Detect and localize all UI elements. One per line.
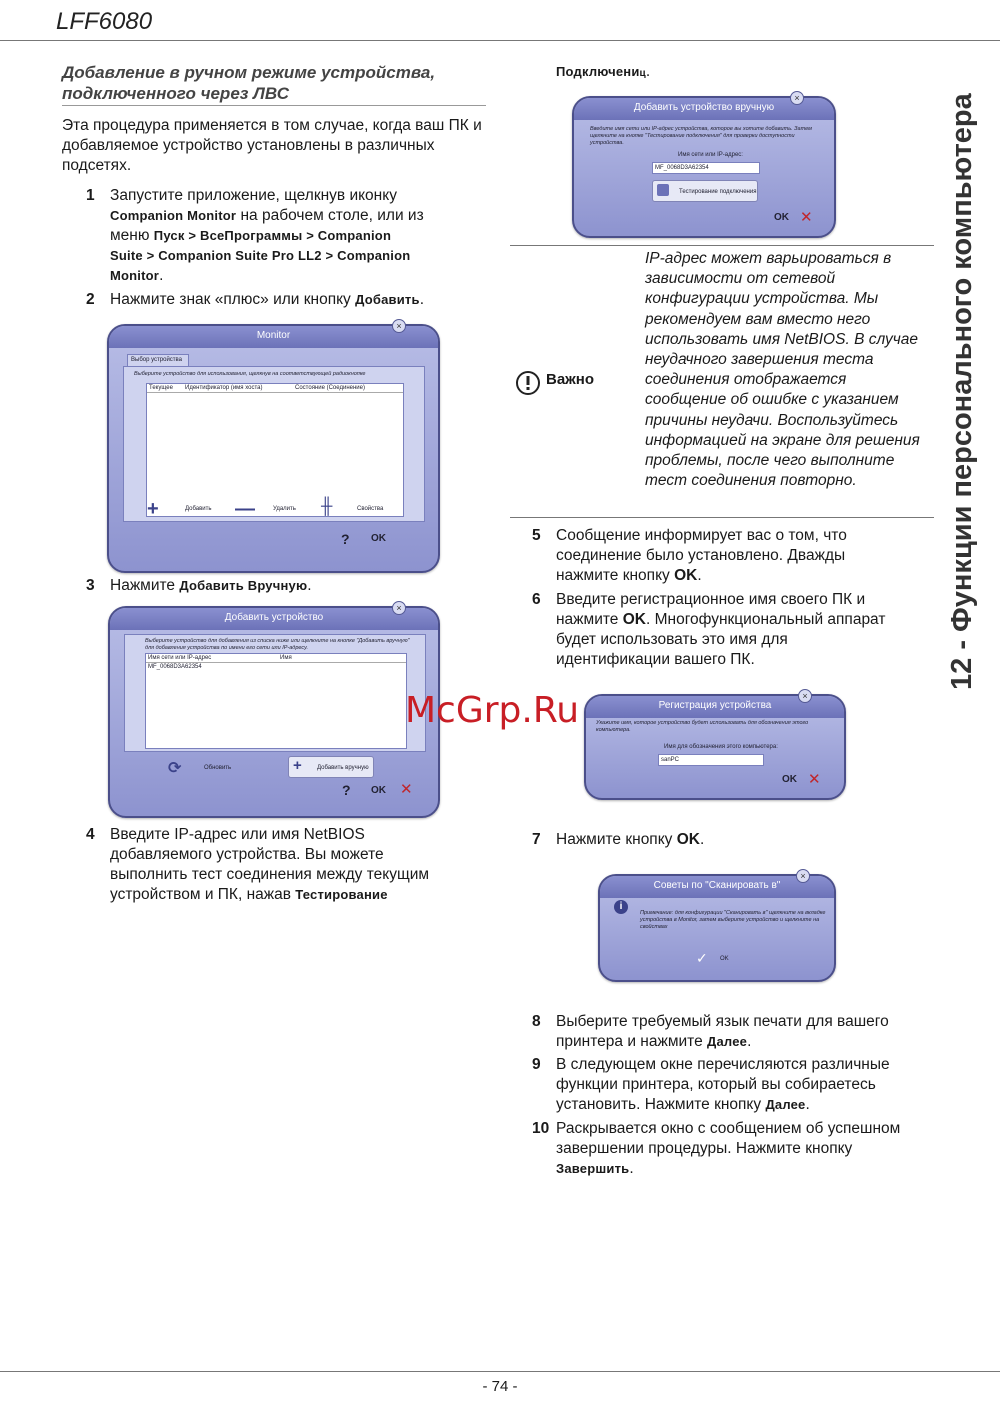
step-text: завершении процедуры. Нажмите кнопку: [556, 1140, 853, 1157]
step-keyword: Добавить Вручную: [179, 578, 308, 593]
step-text: .: [699, 831, 705, 848]
close-icon[interactable]: ×: [790, 91, 804, 105]
step-text: .: [629, 1160, 634, 1177]
step-text: выполнить тест соединения между текущим: [110, 866, 430, 883]
step-text: меню: [110, 227, 150, 244]
step-text: будет использовать это имя для: [556, 631, 788, 648]
step-4-continuation: [556, 62, 756, 82]
button-label: Тестирование подключения: [679, 189, 757, 195]
ok-button[interactable]: OK: [774, 212, 789, 223]
step-keyword: OK: [622, 611, 646, 628]
step-keyword: Далее: [707, 1034, 748, 1049]
step-text: соединение было установлено. Дважды: [556, 547, 846, 564]
step-text: добавляемого устройства. Вы можете: [110, 846, 384, 863]
ip-address-input[interactable]: [652, 162, 760, 174]
step-text: .: [645, 63, 651, 80]
step-number: 2: [86, 291, 95, 308]
step-keyword: Подключени: [556, 64, 640, 79]
plus-icon[interactable]: +: [147, 498, 159, 520]
step-keyword: OK: [674, 567, 698, 584]
step-3: [86, 576, 486, 596]
step-text: Сообщение информирует вас о том, что: [556, 527, 847, 544]
field-label: Имя сети или IP-адрес:: [678, 152, 743, 158]
step-number: 10: [532, 1120, 550, 1137]
tab-device-select[interactable]: [127, 354, 189, 366]
refresh-button-label[interactable]: Обновить: [204, 765, 232, 771]
step-text: В следующем окне перечисляются различные: [556, 1056, 890, 1073]
cancel-icon[interactable]: ✕: [800, 209, 813, 226]
page-number: - 74 -: [482, 1378, 518, 1395]
properties-button-label[interactable]: Свойства: [357, 506, 384, 512]
step-text: Нажмите знак «плюс» или кнопку: [110, 291, 351, 308]
help-icon[interactable]: ?: [342, 782, 351, 798]
minus-icon[interactable]: —: [235, 498, 255, 520]
step-number: 3: [86, 577, 95, 594]
close-icon[interactable]: ×: [392, 601, 406, 615]
step-4: [86, 825, 486, 905]
close-icon[interactable]: ×: [392, 319, 406, 333]
section-title: Добавление в ручном режиме устройства, подключенного через ЛВС: [62, 63, 436, 103]
step-number: 7: [532, 831, 541, 848]
check-icon: ✓: [696, 950, 708, 966]
step-text: Нажмите: [110, 577, 176, 594]
step-6: [532, 590, 932, 670]
properties-icon[interactable]: ╫: [321, 498, 333, 515]
dialog-message: Примечание: для конфигурации "Сканировать в" щелкните на вкладке устройства в Monitor, затем выберите устройство и щелкните на свойствах: [640, 910, 826, 930]
dialog-hint: Выберите устройство для использования, щелкнув на соответствующей радиокнопке: [134, 371, 366, 377]
note-divider-top: [510, 245, 934, 246]
step-text: идентификации вашего ПК.: [556, 651, 755, 668]
test-connection-button[interactable]: [652, 180, 758, 202]
monitor-dialog-screenshot: [107, 321, 440, 573]
input-value: MF_0068D3A62354: [655, 165, 709, 171]
watermark: McGrp.Ru: [405, 690, 580, 731]
remove-button-label[interactable]: Удалить: [273, 506, 296, 512]
scan-tips-dialog-screenshot: [598, 871, 836, 982]
info-icon: i: [614, 900, 628, 914]
step-text: Выберите требуемый язык печати для вашего: [556, 1013, 889, 1030]
dialog-title: Monitor: [256, 330, 291, 341]
step-keyword: Добавить: [355, 292, 420, 307]
step-text: на рабочем столе, или из: [240, 207, 424, 224]
cancel-icon[interactable]: ✕: [808, 771, 821, 788]
field-label: Имя для обозначения этого компьютера:: [664, 744, 778, 750]
step-keyword: Далее: [765, 1097, 806, 1112]
column-header: Имя сети или IP-адрес: [148, 655, 212, 661]
step-text: нажмите кнопку: [556, 567, 670, 584]
refresh-icon[interactable]: ⟳: [168, 760, 182, 777]
step-text: устройством и ПК, нажав: [110, 886, 291, 903]
ok-button[interactable]: OK: [720, 956, 729, 962]
step-text: принтера и нажмите: [556, 1033, 703, 1050]
dialog-title: Регистрация устройства: [658, 700, 772, 711]
column-header: Имя: [280, 655, 292, 661]
register-dialog-screenshot: [584, 691, 846, 800]
step-text: установить. Нажмите кнопку: [556, 1096, 762, 1113]
step-10: [532, 1119, 932, 1179]
dialog-hint: Введите имя сети или IP-адрес устройства, которое вы хотите добавить. Затем щелкните на кнопке "Тестирование подключения" для проверки доступности устройства.: [590, 126, 812, 146]
note-divider-bottom: [510, 517, 934, 518]
column-header: Идентификатор (имя хоста): [185, 385, 263, 391]
section-divider: [62, 105, 486, 106]
add-manual-dialog-screenshot: [572, 93, 836, 238]
step-text: .: [697, 567, 702, 584]
step-text: функции принтера, который вы собираетесь: [556, 1076, 876, 1093]
step-keyword: ц: [639, 68, 646, 79]
help-icon[interactable]: ?: [341, 531, 350, 547]
step-1: [86, 186, 486, 286]
step-number: 5: [532, 527, 541, 544]
tab-panel: [123, 366, 425, 522]
step-7: [532, 830, 932, 850]
step-number: 8: [532, 1013, 541, 1030]
tab-label: Выбор устройства: [131, 357, 183, 363]
ok-button[interactable]: OK: [782, 774, 797, 785]
step-text: Введите IP-адрес или имя NetBIOS: [110, 826, 365, 843]
step-text: Введите регистрационное имя своего ПК и: [556, 591, 866, 608]
ok-button[interactable]: OK: [371, 785, 386, 796]
step-number: 4: [86, 826, 95, 843]
step-2: [86, 290, 486, 310]
chapter-side-title-text: 12 - Функции персонального компьютера: [946, 93, 978, 690]
step-text: нажмите: [556, 611, 619, 628]
step-text: .: [747, 1033, 752, 1050]
device-panel: [124, 634, 426, 752]
dialog-title: Добавить устройство вручную: [633, 102, 775, 113]
step-8: [532, 1012, 932, 1052]
note-label: Важно: [546, 371, 595, 388]
warning-icon: [513, 370, 543, 401]
button-label: Добавить вручную: [317, 765, 369, 771]
step-number: 6: [532, 591, 541, 608]
note-text: IP-адрес может варьироваться в зависимости от сетевой конфигурации устройства. Мы рекомендуем вам вместо него использовать имя NetBIOS. В случае неудачного завершения теста соединения отображается сообщение об ошибке с указанием причины неудачи. Воспользуйтесь информацией на экране для решения проблемы, после чего выполните тест соединения повторно.: [645, 250, 920, 490]
cancel-icon[interactable]: ✕: [400, 781, 413, 798]
step-text: Запустите приложение, щелкнув иконку: [110, 187, 397, 204]
dialog-hint: Укажите имя, которое устройство будет использовать для обозначения этого компьютера.: [596, 720, 809, 733]
network-icon: [657, 184, 669, 196]
step-number: 1: [86, 187, 95, 204]
step-keyword: Тестирование: [295, 887, 388, 902]
step-number: 9: [532, 1056, 541, 1073]
step-keyword: OK: [676, 831, 700, 848]
add-manually-button[interactable]: [288, 756, 374, 778]
step-text: . Многофункциональный аппарат: [645, 611, 886, 628]
column-header: Текущее: [149, 385, 173, 391]
step-text: .: [419, 291, 424, 308]
step-text: .: [159, 267, 164, 284]
column-header: Состояние (Соединение): [295, 385, 365, 391]
dialog-title: Добавить устройство: [224, 612, 324, 623]
step-text: Нажмите кнопку: [556, 831, 673, 848]
footer-divider: [0, 1371, 1000, 1372]
ok-button[interactable]: OK: [371, 533, 386, 544]
dialog-title: Советы по "Сканировать в": [653, 880, 781, 891]
input-value: sanPC: [661, 757, 680, 763]
chapter-side-title: [938, 93, 986, 1330]
step-keyword: Suite > Companion Suite Pro LL2 > Companion: [110, 248, 411, 263]
add-device-dialog-screenshot: [108, 603, 440, 818]
intro-paragraph: Эта процедура применяется в том случае, когда ваш ПК и добавляемое устройство установлены в различных подсетях.: [62, 117, 482, 174]
dialog-hint: Выберите устройство для добавления из списка ниже или щелкните на кнопке "Добавить вручную" для добавления устройства по имени его сети или IP-адресу.: [145, 638, 410, 651]
step-keyword: Monitor: [110, 268, 160, 283]
step-keyword: Companion Monitor: [110, 208, 237, 223]
step-9: [532, 1055, 932, 1115]
step-text: Раскрывается окно с сообщением об успешном: [556, 1120, 901, 1137]
close-icon[interactable]: ×: [798, 689, 812, 703]
step-5: [532, 526, 932, 586]
pc-name-input[interactable]: [658, 754, 764, 766]
step-text: .: [805, 1096, 810, 1113]
document-title: LFF6080: [56, 8, 153, 35]
list-item[interactable]: MF_0068D3A62354: [148, 664, 202, 670]
step-keyword: Пуск > ВсеПрограммы > Companion: [153, 228, 392, 243]
step-keyword: Завершить: [556, 1161, 630, 1176]
device-table[interactable]: [146, 383, 404, 517]
device-list[interactable]: [145, 653, 407, 749]
close-icon[interactable]: ×: [796, 869, 810, 883]
header-divider: [0, 40, 1000, 41]
add-button-label[interactable]: Добавить: [185, 506, 212, 512]
step-text: .: [307, 577, 312, 594]
plus-icon: +: [293, 757, 302, 774]
